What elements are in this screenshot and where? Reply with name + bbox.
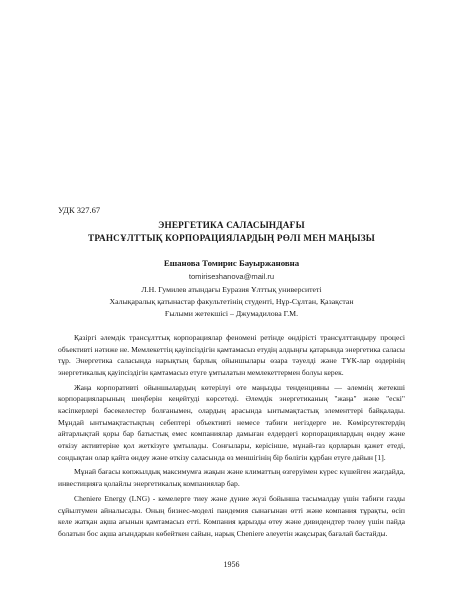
paragraph-2: Жаңа корпоративті ойыншылардың көтерілуі өте маңызды тенденцияны — әлемнің жетекші корпорацияларының шеңберін кеңейтуді көрсетеді. Әлемдік энергетиканың "жаңа" және "ескі" кәсіпкерлері бәсекелестер болғанымен, олардың арасында ынтымақтастық элементтері байқалады. Мұндай ынтымақтастықтың себептері объективті немесе табиғи негіздерге ие. Көмірсутектердің айтарлықтай қоры бар батыстық емес компаниялар дамыған елдердегі корпорациялардың өндеу және өткізу активтеріне қол жеткізуге ұмтылады. Сонғылары, керісінше, мұнай-газ қорларын қажет етеді, сондықтан олар қайта өндеу және өткізу саласында өз меншігінің бір бөлігін құрбан етуге дайын [1]. xyxy=(58,382,405,462)
author-email: tomirisезhanova@mail.ru xyxy=(188,271,275,281)
author-name: Ешанова Томирис Бауыржановна xyxy=(163,257,300,268)
affiliation-supervisor: Ғылыми жетекшісі – Джумадилова Г.М. xyxy=(164,308,299,318)
affiliation-university: Л.Н. Гумилев атындағы Еуразия Ұлттық университеті xyxy=(141,284,322,294)
paragraph-4: Cheniere Energy (LNG) - кемелерге тиеу және дүние жүзі бойынша тасымалдау үшін табиғи газды сұйылтумен айналысады. Оның бизнес-моделі пандемия сынағынан өтті және компания тұрақты, өсіп келе жатқан ақша ағынын қамтамасыз етті. Компания қарызды өтеу және дивидендтер төлеу үшін пайда болатын бос ақша ағындарын көбейткен сайын, нарық Cheniere әлеуетін жақсырақ бағалай бастайды. xyxy=(58,493,405,538)
page-number: 1956 xyxy=(223,560,240,569)
affiliation-faculty: Халықаралық қатынастар факультетінің студенті, Нұр-Сұлтан, Қазақстан xyxy=(109,296,354,306)
paragraph-1: Қазіргі әлемдік трансұлттық корпорациялар феномені ретінде өндірісті трансұлттандыру процесі объективті нәтиже не. Мемлекеттің қауіпсіздігін қамтамасыз етудің алдыңғы қатарында энергетика саласы тұр. Энергетика саласында нарықтың барлық ойыншылары өзара тәуелді және ТҰК-лар өздерінің энергетикалық қауіпсіздігін қамтамасыз етуге ұмтылатын мемлекеттермен болуы керек. xyxy=(58,332,405,377)
article-body xyxy=(58,332,405,540)
article-title xyxy=(58,219,405,246)
title-line-1: ЭНЕРГЕТИКА САЛАСЫНДАҒЫ xyxy=(158,220,305,230)
paragraph-3: Мұнай бағасы көпжылдық максимумға жақын және климаттың өзгеруімен күрес күшейген жағдайда, инвестицияға қолайлы энергетикалық компаниялар бар. xyxy=(58,467,405,489)
title-line-2: ТРАНСҰЛТТЫҚ КОРПОРАЦИЯЛАРДЫҢ РӨЛІ МЕН МАҢЫЗЫ xyxy=(88,233,375,244)
udk-code: УДК 327.67 xyxy=(58,205,101,215)
affiliation-block xyxy=(58,284,405,320)
